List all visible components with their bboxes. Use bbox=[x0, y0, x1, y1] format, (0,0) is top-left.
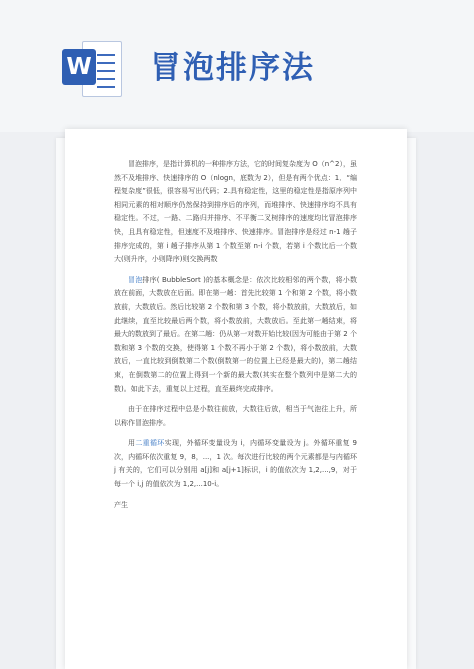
paragraph-intro bbox=[114, 158, 357, 267]
paragraph-text: 冒泡排序，是指计算机的一种排序方法，它的时间复杂度为 O（n^2），虽然不及堆排序、快速排序的 O（nlogn，底数为 2），但是有两个优点：1．“编程复杂度”很低，很容易写出代码；2.具有稳定性，这里的稳定性是指原序列中相同元素的相对顺序仍然保持到排序后的序列，而堆排序、快速排序均不具有稳定性。不过，一路、二路归并排序、不平衡二叉树排序的速度均比冒泡排序快，且具有稳定性，但速度不及堆排序、快速排序。冒泡排序是经过 n-1 趟子排序完成的，第 i 趟子排序从第 1 个数至第 n-i 个数，若第 i 个数比后一个数大(则升序，小则降序)则交换两数 bbox=[114, 160, 357, 264]
paragraph-text: 实现，外循环变量设为 i，内循环变量设为 j。外循环重复 9 次，内循环依次重复 9，8，...，1 次。每次进行比较的两个元素都是与内循环 j 有关的，它们可以分别用 a[j]和 a[j+1]标识，i 的值依次为 1,2,...,9，对于每一个 i,j 的值依次为 1,2,...10-i。 bbox=[114, 439, 357, 489]
paragraph-prefix: 用 bbox=[128, 439, 136, 448]
word-document-icon bbox=[62, 37, 122, 99]
highlight-link[interactable]: 冒泡 bbox=[128, 275, 143, 284]
header-banner bbox=[0, 0, 474, 132]
page-title: 冒泡排序法 bbox=[150, 50, 315, 86]
word-w-badge: W bbox=[62, 49, 96, 85]
paragraph-naming bbox=[114, 403, 357, 430]
paragraph-tail bbox=[114, 499, 357, 513]
paragraph-text: 排序( BubbleSort )的基本概念是：依次比较相邻的两个数，将小数放在前面，大数放在后面。即在第一趟：首先比较第 1 个和第 2 个数，将小数放前，大数放后。然后比较第 2 个数和第 3 个数，将小数放前，大数放后，如此继续，直至比较最后两个数，将小数放前，大数放后。至此第一趟结束，将最大的数放到了最后。在第二趟：仍从第一对数开始比较(因为可能由于第 2 个数和第 3 个数的交换，使得第 1 个数不再小于第 2 个数)，将小数放前，大数放后，一直比较到倒数第二个数(倒数第一的位置上已经是最大的)，第二趟结束，在倒数第二的位置上得到一个新的最大数(其实在整个数列中是第二大的数)。如此下去，重复以上过程，直至最终完成排序。 bbox=[114, 275, 358, 393]
paragraph-loops bbox=[114, 437, 357, 491]
document-body bbox=[114, 158, 357, 519]
paragraph-text: 产生 bbox=[114, 500, 128, 509]
highlight-link[interactable]: 二重循环 bbox=[135, 439, 165, 448]
paragraph-text: 由于在排序过程中总是小数往前放，大数往后放，相当于气泡往上升，所以称作冒泡排序。 bbox=[114, 405, 357, 427]
paragraph-concept bbox=[114, 274, 357, 396]
